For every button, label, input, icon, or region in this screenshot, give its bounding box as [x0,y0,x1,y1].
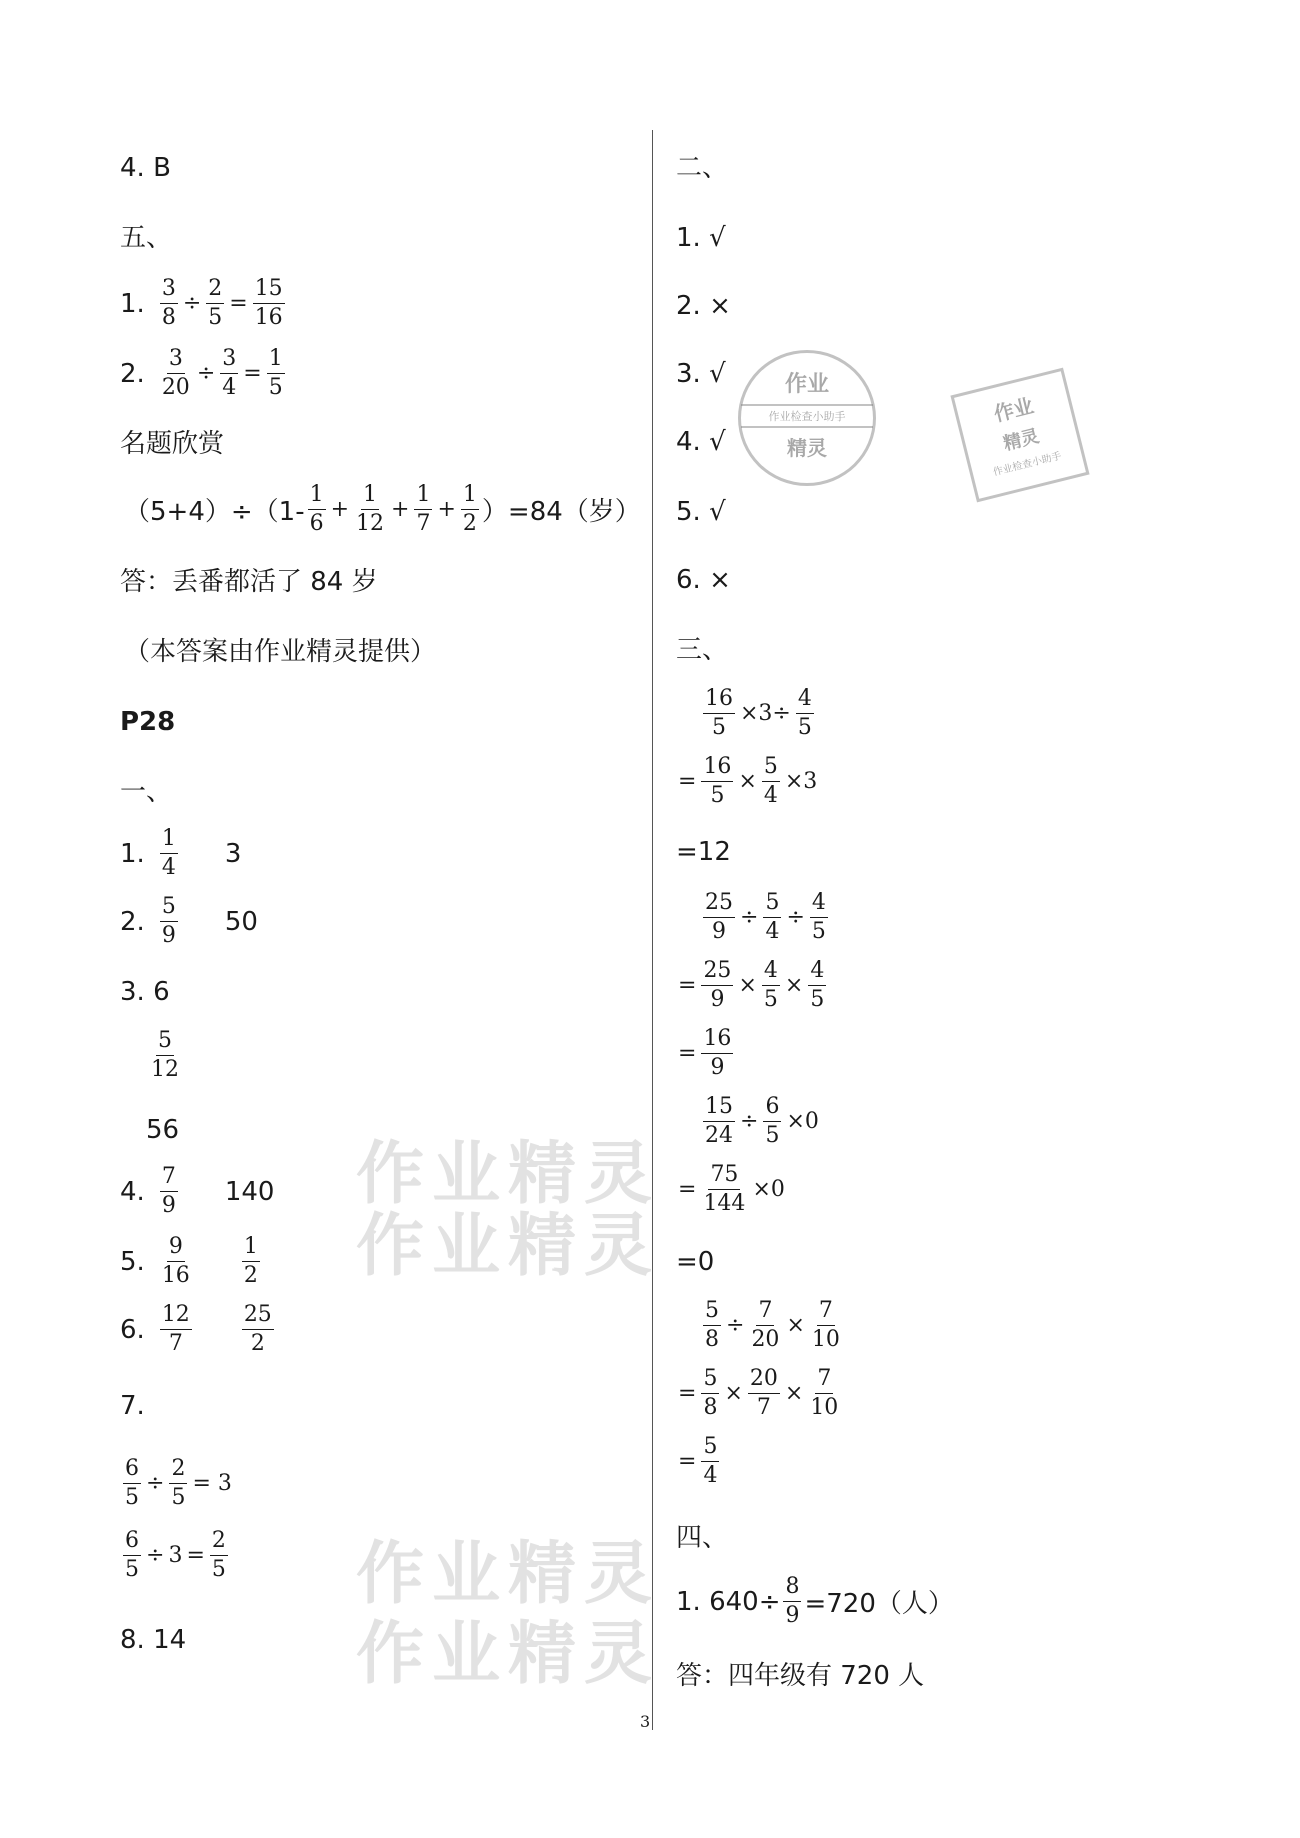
numerator: 3 [220,346,238,374]
item-label: 5. [120,1246,145,1277]
fraction [783,1574,801,1629]
numerator: 5 [160,894,178,922]
judgement-4: 4. √ [676,427,726,457]
fraction [762,958,780,1013]
denominator: 6 [309,511,324,536]
fraction [701,958,733,1013]
value: 50 [224,906,258,937]
judgement-3: 3. √ [676,359,726,389]
item-label: 2. [120,906,145,937]
numerator: 1 [267,346,285,374]
famous-problem-heading: 名题欣赏 [120,429,225,459]
denominator: 5 [710,783,725,808]
denominator: 9 [785,1603,800,1628]
numerator: 4 [762,958,780,986]
equation-suffix: =720（人） [804,1589,954,1619]
fraction [242,1234,260,1289]
watermark-text: 作业精灵 [356,1135,661,1214]
fraction [701,1026,733,1081]
result: = 3 [192,1471,232,1496]
fraction [160,1164,178,1219]
denominator: 12 [356,511,385,536]
fraction [810,890,828,945]
numerator: 5 [703,1298,721,1326]
fraction [748,1366,780,1421]
denominator: 5 [125,1557,139,1582]
fraction [763,1094,781,1149]
denominator: 5 [171,1485,186,1510]
denominator: 10 [811,1327,840,1352]
fraction [169,1456,187,1511]
fraction [808,958,826,1013]
numerator: 5 [762,754,780,782]
denominator: 144 [703,1191,746,1216]
item-label: 4. [120,1176,145,1207]
fraction [210,1528,228,1583]
calc-2-step2: = $\frac{25}{9}$ × $\frac{4}{5}$ × $\frac{4}{5}$ [678,958,825,1012]
answer-1-5 [120,1234,263,1289]
fraction [220,346,238,401]
answer-1-6 [120,1302,277,1357]
watermark-text: 作业精灵 [356,1615,661,1694]
fraction [160,276,178,331]
answer-1-3c: 56 [146,1115,180,1145]
answer-1-7-eq2: $\frac{6}{5}$ ÷ 3 = $\frac{2}{5}$ [125,1528,226,1582]
page-number: 3 [640,1712,651,1731]
denominator: 9 [161,923,176,948]
answer-4: 4. B [120,153,171,183]
denominator: 20 [161,375,190,400]
fraction [762,754,780,809]
denominator: 9 [710,1055,725,1080]
page-section-heading: P28 [120,707,176,737]
numerator: 1 [361,482,379,510]
fraction [414,482,432,537]
denominator: 5 [811,919,826,944]
fraction [253,276,285,331]
word-problem-answer: 答：四年级有 720 人 [676,1661,925,1691]
fraction [703,1094,735,1149]
numerator: 15 [703,1094,735,1122]
numerator: 16 [701,1026,733,1054]
watermark-stamp [950,368,1089,503]
numerator: 25 [703,890,735,918]
numerator: 5 [156,1028,174,1056]
item-label: 6. [120,1314,145,1345]
fraction [149,1028,181,1083]
denominator: 10 [810,1395,839,1420]
stamp-middle: 作业检查小助手 [741,404,873,428]
numerator: 6 [123,1456,141,1484]
denominator: 8 [703,1395,718,1420]
equation-prefix: （5+4）÷（1- [124,497,305,527]
numerator: 7 [815,1366,833,1394]
denominator: 4 [765,919,780,944]
fraction [796,686,814,741]
item-label: 2. [120,358,145,389]
denominator: 12 [151,1057,179,1082]
numerator: 1 [414,482,432,510]
numerator: 20 [748,1366,780,1394]
answer-statement: 答：丢番都活了 84 岁 [120,567,378,597]
denominator: 7 [416,511,431,536]
answer-1-4 [120,1164,274,1219]
item-label: 1. [120,288,145,319]
denominator: 7 [168,1331,183,1356]
stamp-top: 作业 [991,393,1037,427]
fraction [160,1234,192,1289]
numerator: 15 [253,276,285,304]
watermark-text: 作业精灵 [356,1535,661,1614]
numerator: 1 [242,1234,260,1262]
denominator: 5 [125,1485,139,1510]
numerator: 5 [701,1366,719,1394]
watermark-text: 作业精灵 [356,1207,661,1286]
section-3-heading: 三、 [676,635,729,665]
fraction [206,276,224,331]
denominator: 8 [705,1327,719,1352]
judgement-1: 1. √ [676,223,726,253]
calc-4-step2: = $\frac{5}{8}$ × $\frac{20}{7}$ × $\frac{7}{10}$ [678,1366,839,1420]
watermark-stamp [738,350,876,486]
numerator: 9 [167,1234,185,1262]
calc-1-result: =12 [676,837,731,867]
calc-4-step1: $\frac{5}{8}$ ÷ $\frac{7}{20}$ × $\frac{7}{10}$ [705,1298,840,1352]
numerator: 1 [160,826,178,854]
fraction [123,1456,141,1511]
numerator: 5 [763,890,781,918]
numerator: 6 [763,1094,781,1122]
section-4-heading: 四、 [676,1523,729,1553]
fraction [308,482,326,537]
denominator: 9 [710,987,725,1012]
numerator: 25 [701,958,733,986]
fraction [703,1298,721,1353]
calc-4-result: = $\frac{5}{4}$ [678,1434,718,1488]
fraction [749,1298,781,1353]
denominator: 9 [161,1193,176,1218]
equation-suffix: ）=84（岁） [481,497,641,527]
calc-3-step2: = $\frac{75}{144}$ ×0 [678,1162,785,1216]
calc-1-step1: $\frac{16}{5}$ ×3÷ $\frac{4}{5}$ [705,686,812,740]
denominator: 2 [250,1331,265,1356]
denominator: 4 [763,783,778,808]
equation-5-1: 1. $\frac{3}{8}$ ÷ $\frac{2}{5}$ = $\frac{15}{16}$ [120,276,283,330]
fraction [267,346,285,401]
fraction [160,894,178,949]
numerator: 4 [796,686,814,714]
answer-1-3: 3. 6 [120,977,170,1007]
denominator: 20 [751,1327,780,1352]
numerator: 2 [169,1456,187,1484]
denominator: 4 [161,855,176,880]
answer-1-8: 8. 14 [120,1625,187,1655]
numerator: 4 [808,958,826,986]
column-divider [652,130,653,1730]
fraction [461,482,479,537]
calc-3-step1: $\frac{15}{24}$ ÷ $\frac{6}{5}$ ×0 [705,1094,819,1148]
numerator: 1 [308,482,326,510]
denominator: 24 [705,1123,733,1148]
numerator: 2 [210,1528,228,1556]
answer-1-7-eq1: $\frac{6}{5}$ ÷ $\frac{2}{5}$ = 3 [125,1456,232,1510]
numerator: 3 [167,346,185,374]
numerator: 5 [701,1434,719,1462]
numerator: 7 [756,1298,774,1326]
judgement-6: 6. × [676,565,731,595]
numerator: 3 [160,276,178,304]
item-label: 1. [120,838,145,869]
section-1-heading: 一、 [120,777,173,807]
answer-1-1 [120,826,241,881]
denominator: 7 [756,1395,771,1420]
fraction [242,1302,274,1357]
numerator: 6 [123,1528,141,1556]
answer-1-2 [120,894,258,949]
calc-1-step2: = $\frac{16}{5}$ × $\frac{5}{4}$ ×3 [678,754,818,808]
fraction [703,686,735,741]
stamp-middle: 作业检查小助手 [992,450,1063,479]
section-5-heading: 五、 [120,223,173,253]
denominator: 5 [208,305,223,330]
numerator: 7 [160,1164,178,1192]
denominator: 5 [712,715,726,740]
denominator: 5 [810,987,825,1012]
value: 140 [224,1176,275,1207]
fraction [810,1298,842,1353]
fraction [354,482,386,537]
denominator: 5 [763,987,778,1012]
provider-note: （本答案由作业精灵提供） [124,637,437,667]
fraction [160,1302,192,1357]
numerator: 1 [461,482,479,510]
numerator: 25 [242,1302,274,1330]
word-problem-1 [676,1574,954,1629]
numerator: 8 [783,1574,801,1602]
fraction [701,1434,719,1489]
value: 3 [224,838,242,869]
section-2-heading: 二、 [676,153,729,183]
judgement-5: 5. √ [676,497,726,527]
fraction [701,754,733,809]
numerator: 4 [810,890,828,918]
stamp-bottom: 精灵 [787,436,827,460]
fraction [701,1366,719,1421]
numerator: 2 [206,276,224,304]
denominator: 5 [765,1123,780,1148]
denominator: 2 [462,511,477,536]
calc-3-result: =0 [676,1247,715,1277]
calc-2-result: = $\frac{16}{9}$ [678,1026,732,1080]
denominator: 16 [161,1263,190,1288]
stamp-top: 作业 [784,372,829,397]
answer-1-7: 7. [120,1391,145,1421]
denominator: 5 [268,375,283,400]
numerator: 16 [701,754,733,782]
numerator: 16 [703,686,735,714]
numerator: 7 [817,1298,835,1326]
fraction [701,1162,747,1217]
fraction [123,1528,141,1583]
fraction [763,890,781,945]
denominator: 9 [712,919,726,944]
numerator: 12 [160,1302,192,1330]
denominator: 8 [161,305,176,330]
denominator: 2 [243,1263,258,1288]
fraction [703,890,735,945]
denominator: 4 [222,375,237,400]
numerator: 75 [708,1162,740,1190]
answer-1-3b [146,1028,184,1083]
denominator: 4 [703,1463,718,1488]
denominator: 5 [211,1557,226,1582]
famous-problem-equation: （5+4）÷（1- $\frac{1}{6}$ + $\frac{1}{12}$ + $\frac{1}{7}$ + $\frac{1}{2}$ ）=84（岁） [124,482,641,536]
denominator: 5 [797,715,812,740]
stamp-bottom: 精灵 [1001,425,1042,455]
fraction [160,826,178,881]
fraction [160,346,192,401]
equation-5-2: 2. $\frac{3}{20}$ ÷ $\frac{3}{4}$ = $\frac{1}{5}$ [120,346,283,400]
denominator: 16 [254,305,283,330]
equation-prefix: 1. 640÷ [676,1586,781,1617]
fraction [808,1366,840,1421]
judgement-2: 2. × [676,291,731,321]
calc-2-step1: $\frac{25}{9}$ ÷ $\frac{5}{4}$ ÷ $\frac{4}{5}$ [705,890,826,944]
